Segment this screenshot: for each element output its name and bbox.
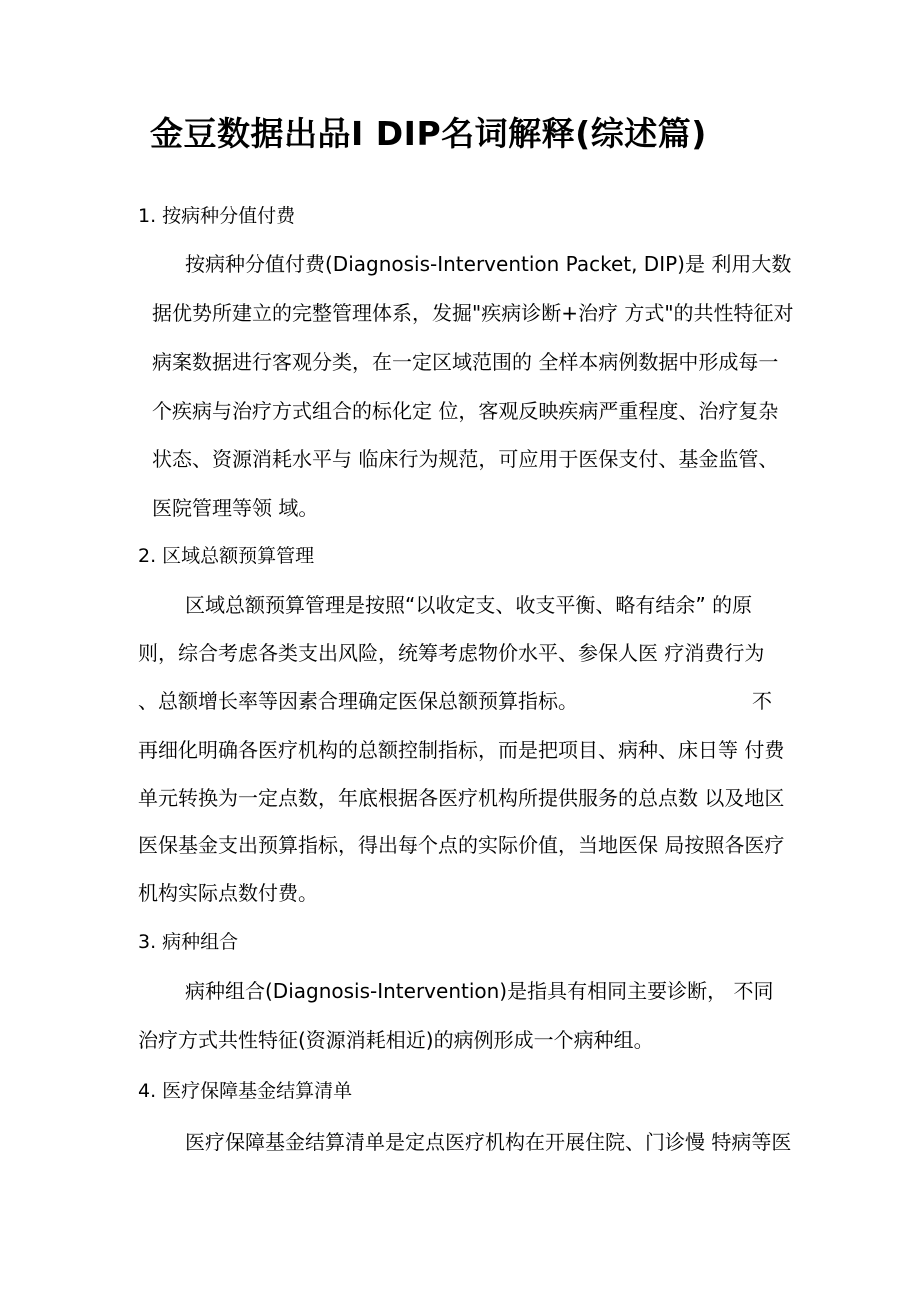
paragraph-line: 区域总额预算管理是按照“以收定支、收支平衡、略有结余” 的原 [185,593,753,617]
section-heading: 4. 医疗保障基金结算清单 [138,1080,353,1102]
paragraph-line: 按病种分值付费(Diagnosis-Intervention Packet, DIP)是 利用大数 [185,252,792,276]
section-heading: 1. 按病种分值付费 [138,205,296,227]
paragraph-line: 医保基金支出预算指标，得出每个点的实际价值，当地医保 局按照各医疗 [138,833,785,857]
paragraph-line: 治疗方式共性特征(资源消耗相近)的病例形成一个病种组。 [138,1028,654,1052]
paragraph-line: 不 [752,689,772,713]
paragraph-line: 单元转换为一定点数，年底根据各医疗机构所提供服务的总点数 以及地区 [138,786,785,810]
paragraph-line: 则，综合考虑各类支出风险，统筹考虑物价水平、参保人医 疗消费行为 [138,641,765,665]
section-heading: 3. 病种组合 [138,931,239,953]
paragraph-line: 据优势所建立的完整管理体系，发掘"疾病诊断+治疗 方式"的共性特征对 [152,301,794,325]
paragraph-line: 状态、资源消耗水平与 临床行为规范，可应用于医保支付、基金监管、 [152,447,779,471]
section-heading: 2. 区域总额预算管理 [138,545,315,567]
paragraph-line: 病案数据进行客观分类，在一定区域范围的 全样本病例数据中形成每一 [152,350,779,374]
paragraph-line: 个疾病与治疗方式组合的标化定 位，客观反映疾病严重程度、治疗复杂 [152,399,779,423]
paragraph-line: 机构实际点数付费。 [138,881,318,905]
paragraph-line: 医疗保障基金结算清单是定点医疗机构在开展住院、门诊慢 特病等医 [185,1130,792,1154]
paragraph-line: 、总额增长率等因素合理确定医保总额预算指标。 [138,689,578,713]
paragraph-line: 病种组合(Diagnosis-Intervention)是指具有相同主要诊断， 不同 [185,979,774,1003]
paragraph-line: 医院管理等领 域。 [152,496,319,520]
paragraph-line: 再细化明确各医疗机构的总额控制指标，而是把项目、病种、床日等 付费 [138,738,785,762]
document-title: 金豆数据出品I DIP名词解释(综述篇) [150,114,707,153]
